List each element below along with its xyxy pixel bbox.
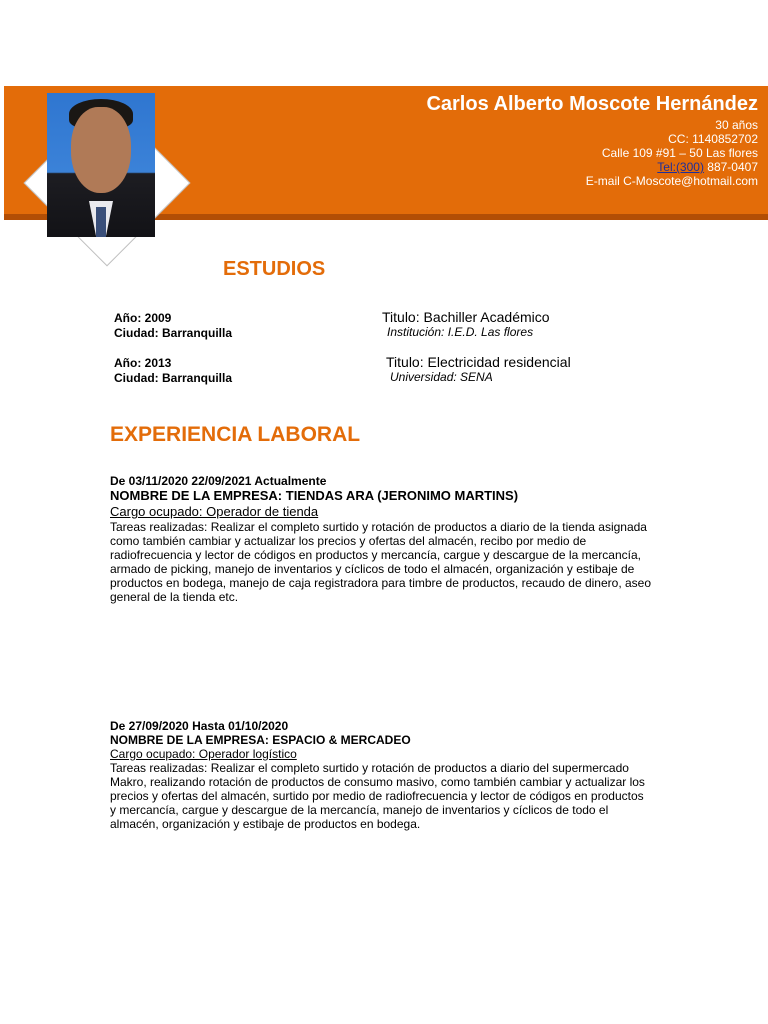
candidate-name: Carlos Alberto Moscote Hernández (426, 93, 758, 115)
study-city: Ciudad: Barranquilla (114, 371, 233, 385)
study-year: Año: 2009 (114, 311, 172, 325)
study-year: Año: 2013 (114, 356, 172, 370)
job-company: NOMBRE DE LA EMPRESA: TIENDAS ARA (JERONIMO MARTINS) (110, 488, 519, 503)
study-title: Titulo: Electricidad residencial (386, 354, 571, 370)
job-date: De 27/09/2020 Hasta 01/10/2020 (110, 719, 289, 733)
study-city: Ciudad: Barranquilla (114, 326, 233, 340)
phone-number: 887-0407 (703, 160, 758, 174)
job-tasks: Tareas realizadas: Realizar el completo surtido y rotación de productos a diario del supermercado Makro, realizando rotación de productos de consumo masivo, como también cambiar y actualizar los precios y ofertas del almacén, surtido por medio de radiofrecuencia y lector de códigos en productos y mercancía, cargue y descargue de la mercancía, manejo de inventarios y cíclicos de todo el almacén, organización y estibaje de productos en bodega. (110, 761, 645, 831)
job-entry-1 (110, 474, 655, 604)
profile-photo (47, 93, 155, 237)
job-company: NOMBRE DE LA EMPRESA: ESPACIO & MERCADEO (110, 733, 411, 747)
job-tasks: Tareas realizadas: Realizar el completo surtido y rotación de productos a diario de la tienda asignada como también cambiar y actualizar los precios y ofertas del almacén, recibo por medio de radiofrecuencia y lector de códigos en productos y mercancía, cargue y descargue de la mercancía, armado de picking, manejo de inventarios y cíclicos de todo el almacén, organización y estibaje de productos en bodega, manejo de caja registradora para timbre de productos, recaudo de dinero, aseo general de la tienda etc. (110, 520, 652, 604)
section-title-experiencia: EXPERIENCIA LABORAL (110, 423, 361, 446)
job-entry-2 (110, 719, 650, 831)
study-entry-2 (114, 356, 232, 386)
header-info (426, 90, 758, 188)
phone-link[interactable]: Tel:(300) (657, 160, 704, 174)
age: 30 años (715, 118, 758, 132)
study-entry-1 (114, 311, 232, 341)
address: Calle 109 #91 – 50 Las flores (601, 146, 758, 160)
id-number: CC: 1140852702 (668, 132, 758, 146)
email: E-mail C-Moscote@hotmail.com (585, 174, 758, 188)
study-institution: Institución: I.E.D. Las flores (387, 325, 534, 339)
job-role: Cargo ocupado: Operador de tienda (110, 504, 319, 519)
job-date: De 03/11/2020 22/09/2021 Actualmente (110, 474, 327, 488)
study-institution: Universidad: SENA (390, 370, 493, 384)
job-role: Cargo ocupado: Operador logístico (110, 747, 297, 761)
study-title: Titulo: Bachiller Académico (382, 309, 550, 325)
phone (426, 160, 758, 174)
section-title-estudios: ESTUDIOS (223, 258, 326, 280)
